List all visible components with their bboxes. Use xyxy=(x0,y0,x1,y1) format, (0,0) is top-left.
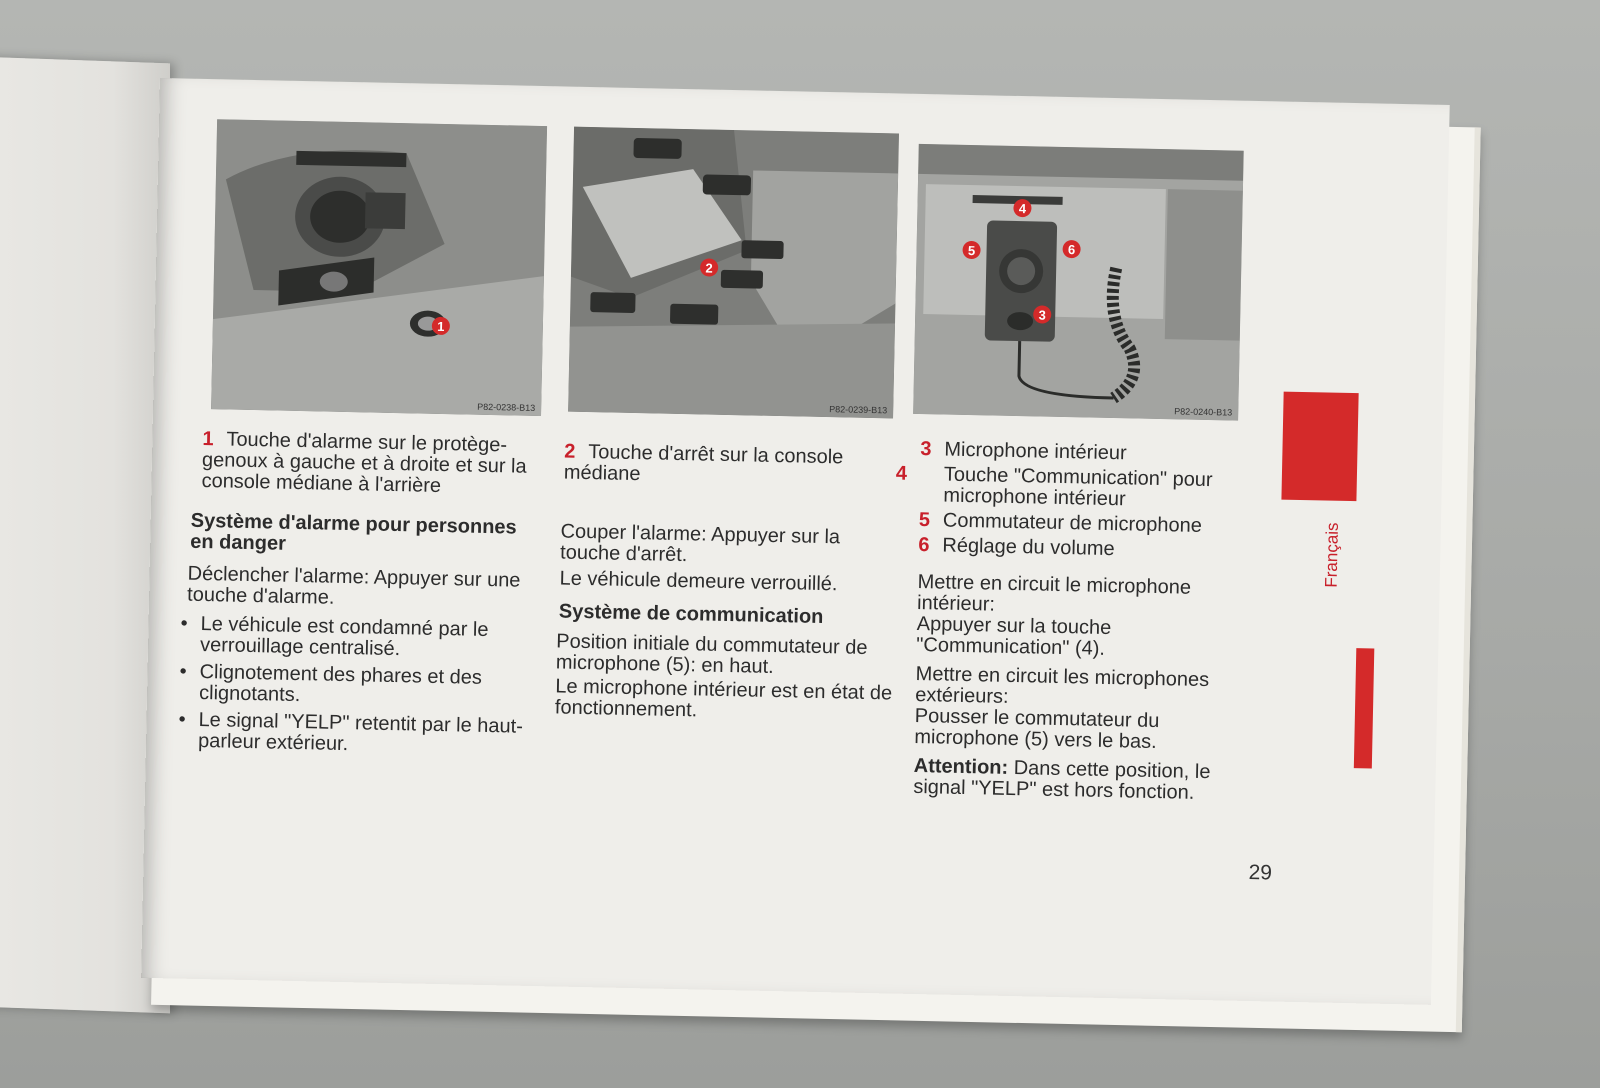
figure-stop-button xyxy=(568,127,899,419)
figure-code: P82-0239-B13 xyxy=(829,404,888,416)
alarm-intro: Déclencher l'alarme: Appuyer sur une touche d'alarme. xyxy=(186,562,521,609)
callout-6 xyxy=(1061,239,1081,259)
callout-2 xyxy=(699,257,719,277)
list-item: • Clignotement des phares et des clignotants. xyxy=(177,662,528,711)
legend-item: 4 Touche "Communication" pour microphone intérieur xyxy=(895,462,1213,511)
figure-microphone xyxy=(913,144,1244,421)
svg-text:1: 1 xyxy=(437,318,445,335)
language-tab-stripe xyxy=(1354,648,1375,768)
legend-list xyxy=(895,438,1250,563)
figure-code: P82-0240-B13 xyxy=(1174,406,1233,418)
language-tab-block xyxy=(1281,392,1358,502)
callout-3 xyxy=(1032,304,1052,324)
microphone-ready-text: Le microphone intérieur est en état de fonctionnement. xyxy=(554,675,893,722)
language-tab-label: Français xyxy=(1321,522,1342,588)
section-heading-alarm: Système d'alarme pour personnes en danger xyxy=(190,509,517,555)
interior-mic-instructions xyxy=(916,572,1238,663)
manual-page xyxy=(141,78,1450,1005)
legend-item: 5 Commutateur de microphone xyxy=(918,508,1203,537)
legend-item: 6 Réglage du volume xyxy=(918,533,1115,561)
list-item: • Le véhicule est condamné par le verrouillage centralisé. xyxy=(178,614,529,663)
caption-text: Touche d'alarme sur le protège-genoux à gauche et à droite et sur la console médiane à l'arrière xyxy=(201,428,527,497)
caption-1 xyxy=(201,429,542,499)
caption-number: 2 xyxy=(564,440,576,463)
svg-text:5: 5 xyxy=(967,242,976,259)
svg-text:4: 4 xyxy=(1018,201,1027,217)
instruction-lead: Mettre en circuit le microphone intérieur: xyxy=(916,570,1192,616)
page-number: 29 xyxy=(1248,860,1273,885)
figure-code: P82-0238-B13 xyxy=(477,401,536,413)
instruction-lead: Mettre en circuit les microphones extérieurs: xyxy=(915,662,1210,708)
legend-item: 3 Microphone intérieur xyxy=(920,438,1127,465)
exterior-mic-instructions xyxy=(914,664,1256,755)
caption-text: Touche d'arrêt sur la console médiane xyxy=(563,441,844,486)
attention-text: Dans cette position, le signal "YELP" est hors fonction. xyxy=(913,757,1211,804)
list-item: • Le signal "YELP" retentit par le haut-parleur extérieur. xyxy=(176,709,527,758)
callout-4 xyxy=(1012,198,1032,218)
callout-1 xyxy=(431,316,451,336)
vehicle-locked-text: Le véhicule demeure verrouillé. xyxy=(559,567,838,596)
figure-alarm-button xyxy=(211,119,547,416)
callout-5 xyxy=(961,240,981,260)
section-heading-communication: Système de communication xyxy=(558,600,824,629)
svg-text:6: 6 xyxy=(1067,242,1076,258)
svg-text:2: 2 xyxy=(705,260,713,276)
instruction-body: Pousser le commutateur du microphone (5) vers le bas. xyxy=(914,704,1160,754)
caption-2 xyxy=(564,442,885,491)
switch-position-text: Position initiale du commutateur de microphone (5): en haut. xyxy=(555,630,868,678)
alarm-effects-list xyxy=(176,614,529,765)
caption-number: 1 xyxy=(202,427,214,451)
stop-alarm-text: Couper l'alarme: Appuyer sur la touche d'arrêt. xyxy=(559,520,841,567)
attention-note xyxy=(913,756,1259,805)
attention-label: Attention: xyxy=(913,754,1009,779)
svg-text:3: 3 xyxy=(1038,307,1047,323)
instruction-body: Appuyer sur la touche "Communication" (4). xyxy=(916,612,1112,660)
